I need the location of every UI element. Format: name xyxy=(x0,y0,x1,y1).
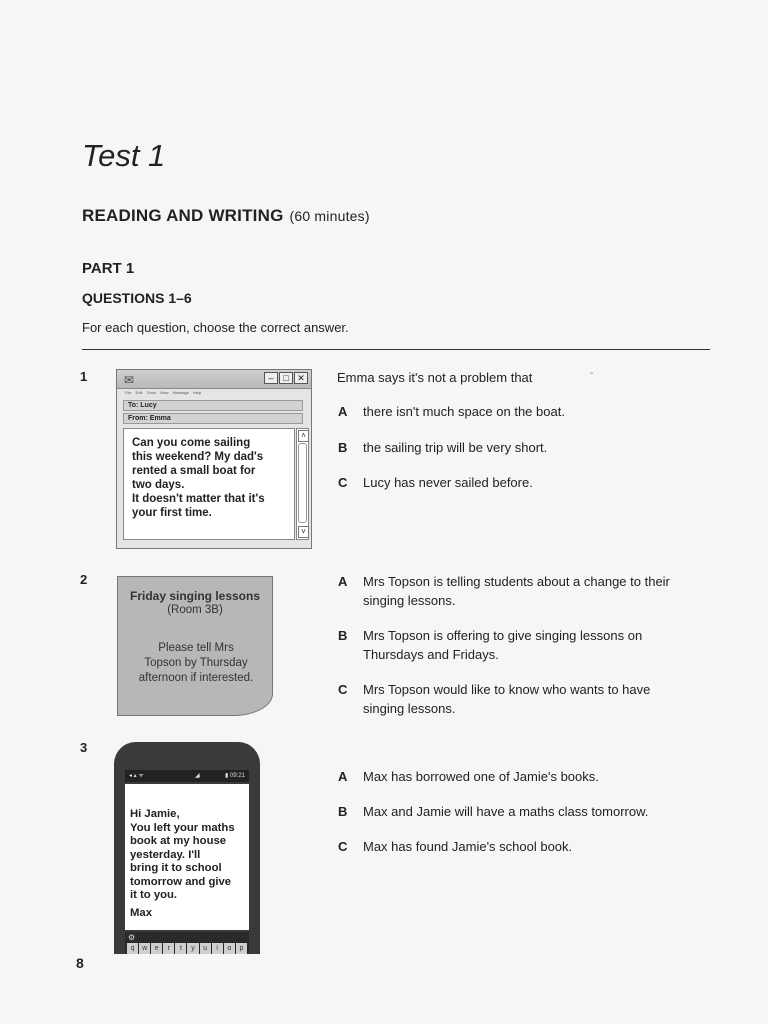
option-text: Max has found Jamie's school book. xyxy=(363,839,573,854)
email-to: To: Lucy xyxy=(123,400,303,411)
instruction-text: For each question, choose the correct answer. xyxy=(82,320,349,335)
option-letter: B xyxy=(338,440,348,455)
notice-line: Please tell Mrs xyxy=(158,642,234,654)
email-line: this weekend? My dad's xyxy=(132,451,264,463)
keyboard-key: u xyxy=(200,943,211,954)
option-2b[interactable] xyxy=(338,626,688,664)
email-body xyxy=(123,428,295,540)
window-buttons xyxy=(264,372,308,384)
message-line: bring it to school xyxy=(130,862,222,874)
keyboard-key: e xyxy=(151,943,162,954)
notice-heading: Friday singing lessons xyxy=(129,589,261,603)
signal-icon: ◢ xyxy=(195,773,200,779)
option-text: Mrs Topson would like to know who wants to have singing lessons. xyxy=(363,682,651,716)
keyboard-key: y xyxy=(187,943,198,954)
settings-icon: ⚙ xyxy=(128,933,136,942)
option-text: Mrs Topson is offering to give singing lessons on Thursdays and Fridays. xyxy=(363,628,643,662)
question-number-3: 3 xyxy=(80,740,88,755)
email-window xyxy=(116,369,312,549)
keyboard-key: q xyxy=(127,943,138,954)
status-icons: ◂ ▴ ᯤ xyxy=(129,773,144,779)
question-number-1: 1 xyxy=(80,369,88,384)
option-letter: C xyxy=(338,475,348,490)
page-number: 8 xyxy=(76,955,84,971)
notice-line: Topson by Thursday xyxy=(144,657,248,669)
question-number-2: 2 xyxy=(80,572,88,587)
option-text: Max and Jamie will have a maths class tomorrow. xyxy=(363,804,649,819)
option-text: Lucy has never sailed before. xyxy=(363,475,533,490)
message-line: Max xyxy=(130,906,152,919)
option-3a[interactable] xyxy=(338,767,688,786)
phone-illustration xyxy=(114,742,260,954)
option-text: Max has borrowed one of Jamie's books. xyxy=(363,769,599,784)
test-title: Test 1 xyxy=(82,138,166,173)
keyboard-key: i xyxy=(212,943,223,954)
keyboard-row xyxy=(127,943,247,954)
email-scrollbar xyxy=(296,428,309,540)
phone-keyboard xyxy=(125,932,249,954)
keyboard-key: t xyxy=(175,943,186,954)
option-letter: A xyxy=(338,574,348,589)
message-line: You left your maths xyxy=(130,821,235,834)
maximize-icon: □ xyxy=(279,372,293,384)
message-line: book at my house xyxy=(130,835,227,847)
minimize-icon: – xyxy=(264,372,278,384)
part-title: PART 1 xyxy=(82,260,135,277)
option-text: there isn't much space on the boat. xyxy=(363,404,565,419)
option-letter: A xyxy=(338,404,348,419)
option-letter: B xyxy=(338,804,348,819)
keyboard-key: w xyxy=(139,943,150,954)
email-from: From: Emma xyxy=(123,413,303,424)
scroll-down-icon: ˅ xyxy=(298,526,309,538)
email-menubar: File Edit Tools View Message Help xyxy=(125,390,202,395)
phone-screen xyxy=(125,784,249,930)
section-duration: (60 minutes) xyxy=(289,208,370,224)
notice-body xyxy=(122,641,270,686)
status-time: ▮ 09:21 xyxy=(225,773,245,779)
option-2a[interactable] xyxy=(338,572,688,610)
stray-mark: - xyxy=(590,368,594,379)
email-line: two days. xyxy=(132,479,185,491)
option-letter: C xyxy=(338,682,348,697)
option-letter: C xyxy=(338,839,348,854)
scroll-thumb xyxy=(298,443,307,523)
email-line: Can you come sailing xyxy=(132,437,251,449)
section-title xyxy=(82,206,370,226)
message-line: it to you. xyxy=(130,889,178,901)
option-text: Mrs Topson is telling students about a change to their singing lessons. xyxy=(363,574,670,608)
text-message xyxy=(130,808,248,920)
option-letter: B xyxy=(338,628,348,643)
questions-range: QUESTIONS 1–6 xyxy=(82,290,192,306)
option-3b[interactable] xyxy=(338,802,688,821)
keyboard-key: o xyxy=(224,943,235,954)
phone-status-bar xyxy=(125,770,249,782)
question-stem-1: Emma says it's not a problem that xyxy=(337,370,533,385)
envelope-icon: ✉ xyxy=(124,373,135,387)
section-title-text: READING AND WRITING xyxy=(82,206,284,225)
option-letter: A xyxy=(338,769,348,784)
option-1a[interactable] xyxy=(338,402,688,421)
notice-line: afternoon if interested. xyxy=(138,672,254,684)
email-line: your first time. xyxy=(132,507,212,519)
notice-room: (Room 3B) xyxy=(167,604,223,616)
option-1c[interactable] xyxy=(338,473,688,492)
option-text: the sailing trip will be very short. xyxy=(363,440,548,455)
email-line: rented a small boat for xyxy=(132,465,256,477)
notice-card xyxy=(117,576,273,716)
message-line: Hi Jamie, xyxy=(130,808,180,820)
option-1b[interactable] xyxy=(338,438,688,457)
email-line: It doesn't matter that it's xyxy=(132,493,265,505)
message-line: tomorrow and give xyxy=(130,875,232,888)
scroll-up-icon: ˄ xyxy=(298,430,309,442)
email-titlebar xyxy=(117,370,311,389)
option-2c[interactable] xyxy=(338,680,688,718)
keyboard-key: p xyxy=(236,943,247,954)
close-icon: ✕ xyxy=(294,372,308,384)
header-divider xyxy=(82,349,710,350)
message-line: yesterday. I'll xyxy=(130,848,201,861)
keyboard-key: r xyxy=(163,943,174,954)
option-3c[interactable] xyxy=(338,837,688,856)
